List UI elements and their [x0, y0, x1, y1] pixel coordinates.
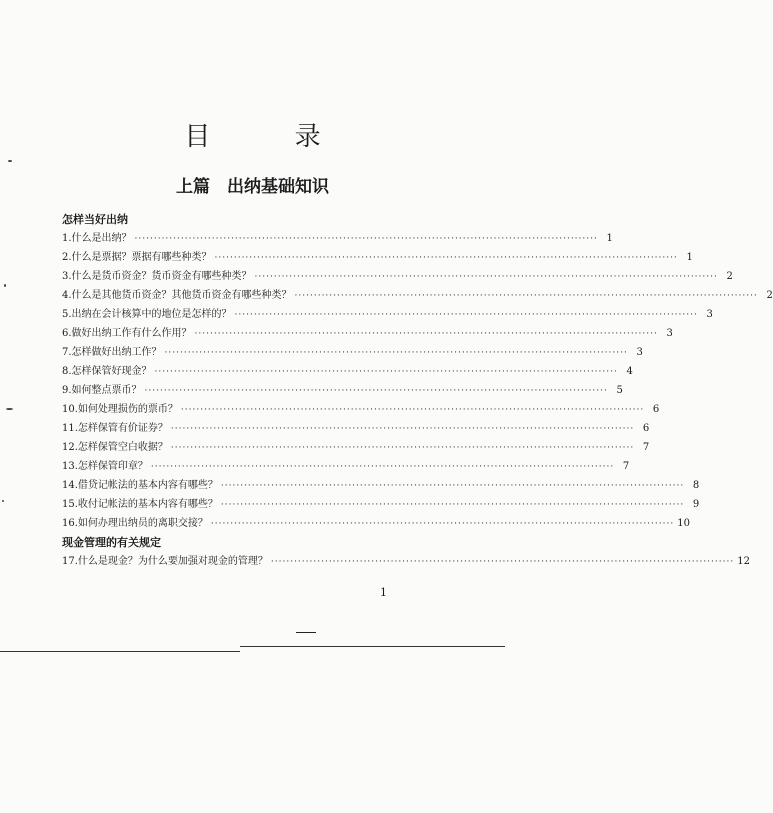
dot-leader: ························································································································: [134, 234, 598, 244]
toc-entry: [62, 362, 633, 381]
scan-speck: [6, 408, 13, 410]
entry-number: 13.: [62, 461, 78, 472]
scan-speck: [8, 160, 12, 162]
entry-title: 如何处理损伤的票币？: [77, 404, 178, 415]
entry-number: 15.: [62, 499, 78, 510]
entry-title: 什么是货币资金？货币资金有哪些种类？: [71, 271, 252, 282]
entry-page: 2: [726, 271, 733, 282]
table-of-contents: [62, 210, 773, 571]
entry-number: 9.: [62, 385, 72, 396]
dot-leader: ························································································································: [170, 443, 635, 453]
toc-entry: [62, 381, 623, 400]
entry-number: 3.: [62, 271, 72, 282]
entry-number: 10.: [62, 404, 78, 415]
entry-number: 8.: [62, 366, 72, 377]
toc-entry: [62, 286, 773, 305]
entry-number: 7.: [62, 347, 72, 358]
entry-title: 怎样做好出纳工作？: [71, 347, 162, 358]
entry-page: 5: [616, 385, 623, 396]
dot-leader: ························································································································: [180, 405, 645, 415]
toc-entry: [62, 514, 690, 533]
dot-leader: ························································································································: [294, 291, 758, 301]
entry-title: 什么是其他货币资金？其他货币资金有哪些种类？: [71, 290, 292, 301]
entry-page: 10: [677, 518, 690, 529]
section-heading: 怎样当好出纳: [62, 213, 128, 226]
entry-page: 7: [622, 461, 630, 472]
entry-page: 2: [766, 290, 773, 301]
entry-title: 如何整点票币？: [71, 385, 142, 396]
part-heading: 上篇 出纳基础知识: [176, 177, 329, 197]
dot-leader: ························································································································: [214, 253, 678, 263]
entry-page: 12: [737, 556, 750, 567]
dot-leader: ························································································································: [210, 519, 675, 529]
toc-entry: [62, 400, 660, 419]
entry-number: 1.: [62, 233, 72, 244]
entry-page: 8: [692, 480, 700, 491]
dot-leader: ························································································································: [220, 481, 685, 491]
entry-number: 12.: [62, 442, 78, 453]
entry-number: 16.: [62, 518, 78, 529]
toc-entry: [62, 343, 643, 362]
page-number: 1: [380, 586, 387, 599]
toc-entry: [62, 324, 673, 343]
entry-page: 1: [686, 252, 693, 263]
entry-number: 2.: [62, 252, 72, 263]
entry-title: 怎样保管印章？: [77, 461, 148, 472]
entry-title: 出纳在会计核算中的地位是怎样的？: [71, 309, 232, 320]
entry-title: 什么是票据？票据有哪些种类？: [71, 252, 212, 263]
entry-title: 做好出纳工作有什么作用？: [71, 328, 192, 339]
entry-number: 14.: [62, 480, 78, 491]
dot-leader: ························································································································: [270, 557, 735, 567]
page-title: 目 录: [184, 122, 359, 152]
entry-title: 怎样保管空白收据？: [77, 442, 168, 453]
entry-page: 7: [642, 442, 650, 453]
toc-entry: [62, 419, 650, 438]
entry-number: 4.: [62, 290, 72, 301]
entry-title: 怎样保管有价证券？: [77, 423, 168, 434]
entry-title: 借贷记帐法的基本内容有哪些？: [77, 480, 218, 491]
dot-leader: ························································································································: [170, 424, 635, 434]
toc-entry: [62, 248, 693, 267]
bottom-rule-left: [0, 651, 240, 652]
entry-title: 什么是现金？为什么要加强对现金的管理？: [77, 556, 268, 567]
dot-leader: ························································································································: [194, 329, 658, 339]
dot-leader: ························································································································: [254, 272, 718, 282]
dot-leader: ························································································································: [164, 348, 628, 358]
entry-page: 6: [652, 404, 660, 415]
entry-number: 17.: [62, 556, 78, 567]
toc-entry: [62, 495, 700, 514]
entry-title: 如何办理出纳员的离职交接？: [77, 518, 208, 529]
dot-leader: ························································································································: [144, 386, 608, 396]
entry-number: 6.: [62, 328, 72, 339]
entry-page: 3: [666, 328, 673, 339]
scan-speck: [4, 284, 6, 287]
entry-number: 11.: [62, 423, 78, 434]
toc-entry: [62, 476, 700, 495]
entry-page: 3: [706, 309, 713, 320]
dot-leader: ························································································································: [154, 367, 618, 377]
entry-number: 5.: [62, 309, 72, 320]
short-rule: [296, 632, 316, 633]
toc-entry: [62, 305, 713, 324]
entry-page: 3: [636, 347, 643, 358]
toc-entry: [62, 457, 630, 476]
entry-title: 收付记帐法的基本内容有哪些？: [77, 499, 218, 510]
bottom-rule-right: [240, 646, 505, 647]
section-heading: 现金管理的有关规定: [62, 536, 161, 549]
entry-page: 4: [626, 366, 633, 377]
scan-speck: [2, 500, 4, 502]
entry-page: 1: [606, 233, 613, 244]
toc-entry: [62, 438, 650, 457]
toc-entry: [62, 552, 750, 571]
toc-entry: [62, 267, 733, 286]
dot-leader: ························································································································: [234, 310, 698, 320]
entry-title: 什么是出纳？: [71, 233, 132, 244]
dot-leader: ························································································································: [150, 462, 615, 472]
dot-leader: ························································································································: [220, 500, 685, 510]
entry-page: 9: [692, 499, 700, 510]
entry-title: 怎样保管好现金？: [71, 366, 152, 377]
toc-entry: [62, 229, 613, 248]
entry-page: 6: [642, 423, 650, 434]
